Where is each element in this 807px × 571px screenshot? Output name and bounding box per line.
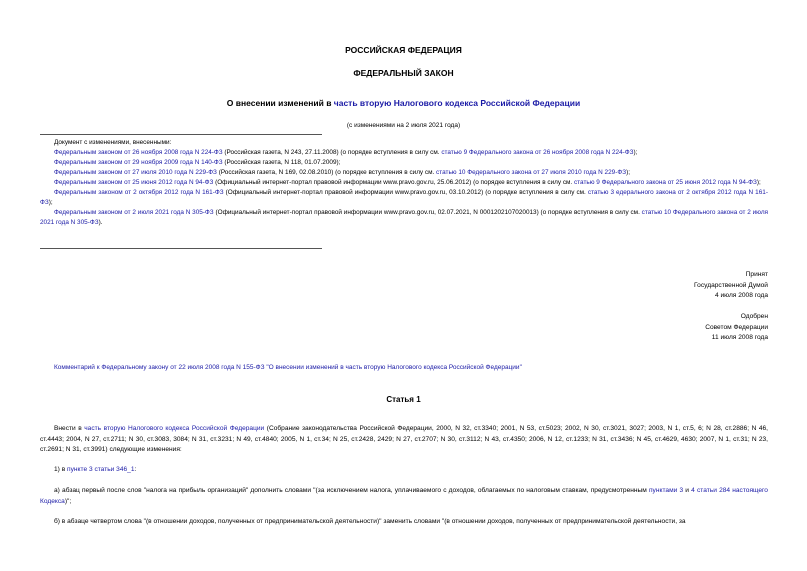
changes-block [40,138,768,228]
doc-type-heading: ФЕДЕРАЛЬНЫЙ ЗАКОН [353,68,454,78]
change-article-link[interactable]: статью 9 Федерального закона от 25 июня 2012 года N 94-ФЗ [573,179,757,186]
item-a-link-2[interactable]: 4 статьи 284 настоящего Кодекса [40,487,768,505]
change-tail: ); [633,149,638,156]
item-a-link-1[interactable]: пунктами 3 [648,487,684,494]
change-text: (Официальный интернет-портал правовой информации www.pravo.gov.ru, 03.10.2012) (о порядке вступления в силу см. [223,189,588,196]
divider-bottom [40,248,322,249]
item-a-mid: и [683,487,692,494]
change-article-link[interactable]: статью 10 Федерального закона от 27 июля 2010 года N 229-ФЗ [436,169,627,176]
change-law-link[interactable]: Федеральным законом от 2 октября 2012 года N 161-ФЗ [54,189,224,196]
law-title-link[interactable]: часть вторую Налогового кодекса Российской Федерации [333,98,581,108]
change-law-link[interactable]: Федеральным законом от 26 ноября 2008 года N 224-ФЗ [54,149,223,156]
change-item [40,168,768,178]
item-1-prefix: 1) в [54,466,68,473]
change-tail: ). [98,219,103,226]
approved-line: 11 июля 2008 года [711,334,768,341]
approved-line: Одобрен [740,313,768,320]
change-law-link[interactable]: Федеральным законом от 2 июля 2021 года N 305-ФЗ [54,209,214,216]
divider-top [40,134,322,135]
change-tail: ); [626,169,630,176]
item-1-link[interactable]: пункте 3 статьи 346_1 [67,466,135,473]
change-text: (Официальный интернет-портал правовой информации www.pravo.gov.ru, 25.06.2012) (о порядке вступления в силу см. [213,179,574,186]
law-title-prefix: О внесении изменений в [226,98,334,108]
change-article-link[interactable]: статью 3 едерального закона от 2 октября 2012 года N 161-ФЗ [40,189,768,206]
item-b-text: б) в абзаце четвертом слова "(в отношении доходов, полученных от предпринимательской деятельности)" заменить словами "(в отношении доходов, полученных от предпринимательской деятельности, за [54,518,686,525]
article-intro-prefix: Внести в [54,425,85,432]
change-tail: ); [756,179,761,186]
tax-code-link[interactable]: часть вторую Налогового кодекса Российской Федерации [84,425,265,432]
change-text: (Официальный интернет-портал правовой информации www.pravo.gov.ru, 02.07.2021, N 0001202107020013) (о порядке вступления в силу см. [213,209,642,216]
change-law-link[interactable]: Федеральным законом от 29 ноября 2009 года N 140-ФЗ [54,159,223,166]
change-item [40,208,768,228]
item-1-tail: : [134,466,137,473]
change-item [40,148,768,158]
change-tail: ); [48,199,53,206]
change-item [40,178,768,188]
item-a [40,486,768,507]
accepted-line: 4 июля 2008 года [714,292,768,299]
approved-line: Советом Федерации [705,323,768,331]
change-item [40,188,768,208]
article-intro-text: (Собрание законодательства Российской Федерации, 2000, N 32, ст.3340; 2001, N 53, ст.5023; 2002, N 30, ст.3021, 3027; 2003, N 1, ст.5, 6; N 28, ст.2886; N 46, ст.4443; 2004, N 27, ст.2711; N 30, ст.3083, 3084; N 31, ст.3231; N 49, ст.4840; 2005, N 1, ст.34; N 25, ст.2428, 2429; N 27, ст.2707; N 30, ст.3112; N 43, ст.4350; 2006, N 12, ст.1233; N 31, ст.3436; N 45, ст.4629, 4630; 2007, N 1, ст.31; N 23, ст.2691; N 31, ст.3991) следующие изменения: [40,425,769,454]
change-law-link[interactable]: Федеральным законом от 27 июля 2010 года N 229-ФЗ [54,169,217,176]
approved-block [705,312,768,344]
item-a-tail: )"; [64,497,72,505]
item-a-text: а) абзац первый после слов "налога на прибыль организаций" дополнить словами "(за исключением налога, уплачиваемого с доходов, облагаемых по налоговым ставкам, предусмотренным [54,487,649,494]
accepted-block [694,270,768,302]
change-text: (Российская газета, N 243, 27.11.2008) (о порядке вступления в силу см. [222,149,442,156]
item-b [40,517,768,529]
commentary-link[interactable]: Комментарий к Федеральному закону от 22 июля 2008 года N 155-ФЗ "О внесении изменений в часть вторую Налогового кодекса Российской Федерации" [54,364,522,371]
article-heading: Статья 1 [386,395,421,404]
accepted-line: Государственной Думой [694,281,768,289]
change-article-link[interactable]: статью 9 Федерального закона от 26 ноября 2008 года N 224-ФЗ [441,149,634,156]
change-item [40,158,768,168]
change-article-link[interactable]: статью 10 Федерального закона от 2 июля 2021 года N 305-ФЗ [40,209,769,226]
article-intro [40,424,768,456]
country-heading: РОССИЙСКАЯ ФЕДЕРАЦИЯ [345,45,462,55]
law-title [0,99,807,108]
item-1 [40,465,768,476]
revision-note: (с изменениями на 2 июля 2021 года) [346,122,461,129]
commentary-line [40,363,768,374]
change-text: (Российская газета, N 118, 01.07.2009); [222,159,341,166]
changes-intro: Документ с изменениями, внесенными: [54,139,172,146]
accepted-line: Принят [745,271,768,278]
change-law-link[interactable]: Федеральным законом от 25 июня 2012 года N 94-ФЗ [54,179,214,186]
change-text: (Российская газета, N 169, 02.08.2010) (о порядке вступления в силу см. [216,169,437,176]
